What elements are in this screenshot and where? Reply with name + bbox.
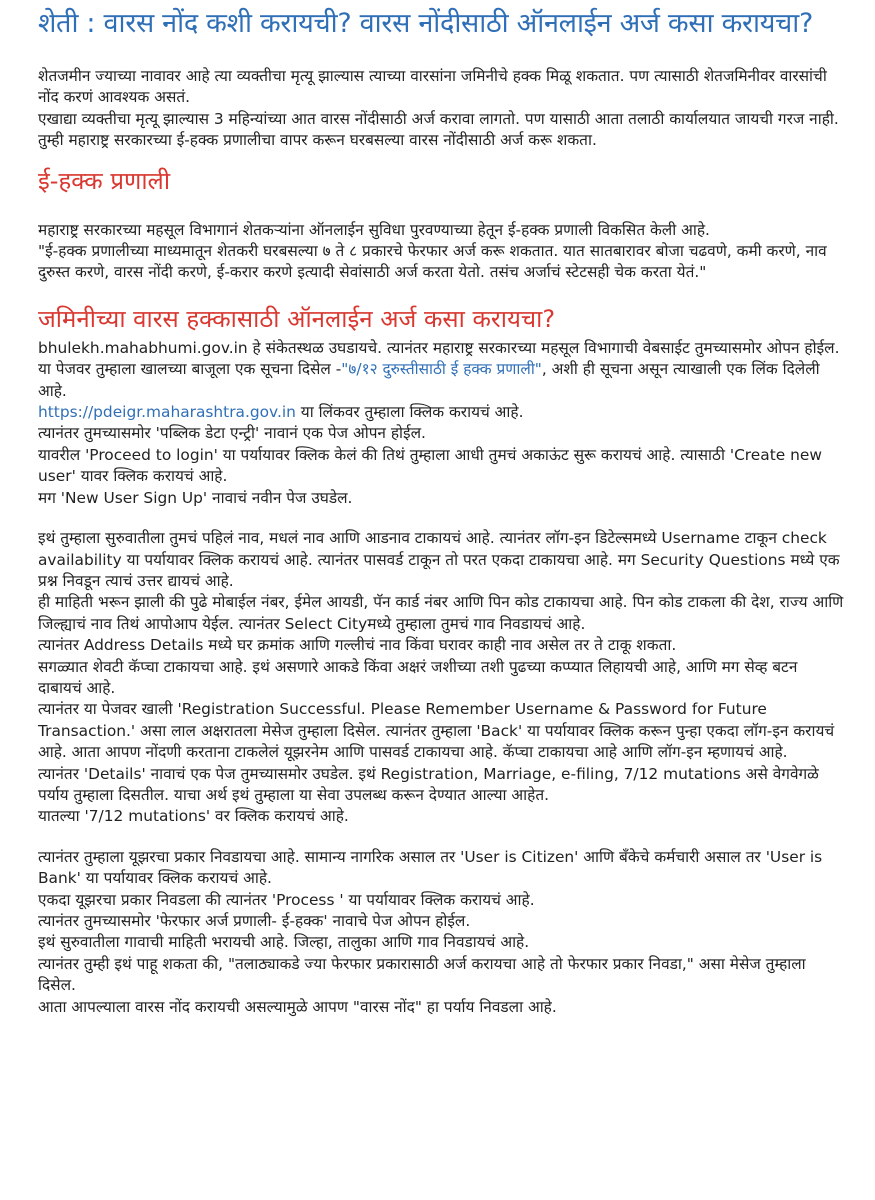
steps-section-1	[38, 338, 845, 509]
section-heading-online-application: जमिनीच्या वारस हक्कासाठी ऑनलाईन अर्ज कसा करायचा?	[38, 304, 556, 333]
step-paragraph: मग 'New User Sign Up' नावाचं नवीन पेज उघडेल.	[38, 488, 353, 507]
steps-section-3	[38, 847, 845, 1018]
step-paragraph: त्यानंतर या पेजवर खाली 'Registration Successful. Please Remember Username & Password for Future Transaction.' असा लाल अक्षरातला मेसेज तुम्हाला दिसेल. त्यानंतर तुम्हाला 'Back' या पर्यायावर क्लिक करून पुन्हा एकदा लॉग-इन करायचं आहे. आता आपण नोंदणी करताना टाकलेलं यूझरनेम आणि पासवर्ड टाकायचा आहे. कॅप्चा टाकायचा आहे आणि लॉग-इन म्हणायचं आहे.	[38, 700, 835, 762]
step-paragraph: इथं तुम्हाला सुरुवातीला तुमचं पहिलं नाव, मधलं नाव आणि आडनाव टाकायचं आहे. त्यानंतर लॉग-इन डिटेल्समध्ये Username टाकून check availability या पर्यायावर क्लिक करायचं आहे. त्यानंतर पासवर्ड टाकून तो परत एकदा टाकायचा आहे. मग Security Questions मध्ये एक प्रश्न निवडून त्याचं उत्तर द्यायचं आहे.	[38, 529, 840, 590]
step-paragraph: सगळ्यात शेवटी कॅप्चा टाकायचा आहे. इथं असणारे आकडे किंवा अक्षरं जशीच्या तशी पुढच्या कप्प्यात लिहायची आहे, आणि मग सेव्ह बटन दाबायचं आहे.	[38, 657, 798, 697]
intro-section	[38, 66, 845, 152]
step-paragraph: आता आपल्याला वारस नोंद करायची असल्यामुळे आपण "वारस नोंद" हा पर्याय निवडला आहे.	[38, 997, 557, 1016]
step-text: , अशी ही सूचना असून त्याखाली एक लिंक दिलेली आहे.	[38, 360, 820, 400]
ehakka-paragraph: महाराष्ट्र सरकारच्या महसूल विभागानं शेतकऱ्यांना ऑनलाईन सुविधा पुरवण्याच्या हेतून ई-हक्क प्रणाली विकसित केली आहे.	[38, 220, 710, 239]
step-paragraph: त्यानंतर तुमच्यासमोर 'फेरफार अर्ज प्रणाली- ई-हक्क' नावाचे पेज ओपन होईल.	[38, 912, 471, 930]
step-paragraph: एकदा यूझरचा प्रकार निवडला की त्यानंतर 'Process ' या पर्यायावर क्लिक करायचं आहे.	[38, 890, 535, 909]
section-heading-ehakka: ई-हक्क प्रणाली	[38, 166, 171, 195]
ehakka-section	[38, 220, 845, 284]
step-paragraph: ही माहिती भरून झाली की पुढे मोबाईल नंबर, ईमेल आयडी, पॅन कार्ड नंबर आणि पिन कोड टाकायचा आहे. पिन कोड टाकला की देश, राज्य आणि जिल्ह्याचं नाव तिथं आपोआप येईल. त्यानंतर Select Cityमध्ये तुम्हाला तुमचं गाव निवडायचं आहे.	[38, 593, 844, 633]
step-paragraph: bhulekh.mahabhumi.gov.in हे संकेतस्थळ उघडायचे. त्यानंतर महाराष्ट्र सरकारच्या महसूल विभागाची वेबसाईट तुमच्यासमोर ओपन होईल.	[38, 338, 840, 357]
step-paragraph: यावरील 'Proceed to login' या पर्यायावर क्लिक केलं की तिथं तुम्हाला आधी तुमचं अकाऊंट सुरू करायचं आहे. त्यासाठी 'Create new user' यावर क्लिक करायचं आहे.	[38, 445, 822, 486]
step-paragraph	[38, 402, 845, 423]
step-text: या पेजवर तुम्हाला खालच्या बाजूला एक सूचना दिसेल -	[38, 360, 342, 379]
intro-paragraph: शेतजमीन ज्याच्या नावावर आहे त्या व्यक्तीचा मृत्यू झाल्यास त्याच्या वारसांना जमिनीचे हक्क मिळू शकतात. पण त्यासाठी शेतजमिनीवर वारसांची नोंद करणं आवश्यक असतं.	[38, 67, 827, 107]
steps-section-2	[38, 528, 845, 828]
ehakka-paragraph: "ई-हक्क प्रणालीच्या माध्यमातून शेतकरी घरबसल्या ७ ते ८ प्रकारचे फेरफार अर्ज करू शकतात. यात सातबारावर बोजा चढवणे, कमी करणे, नाव दुरुस्त करणे, वारस नोंदी करणे, ई-करार करणे इत्यादी सेवांसाठी अर्ज करता येतो. तसंच अर्जाचं स्टेटसही चेक करता येतं."	[38, 242, 827, 282]
step-paragraph: त्यानंतर तुमच्यासमोर 'पब्लिक डेटा एन्ट्री' नावानं एक पेज ओपन होईल.	[38, 424, 426, 443]
article-title: शेती : वारस नोंद कशी करायची? वारस नोंदीसाठी ऑनलाईन अर्ज कसा करायचा?	[38, 8, 813, 39]
step-paragraph: त्यानंतर 'Details' नावाचं एक पेज तुमच्यासमोर उघडेल. इथं Registration, Marriage, e-filing, 7/12 mutations असे वेगवेगळे पर्याय तुम्हाला दिसतील. याचा अर्थ इथं तुम्हाला या सेवा उपलब्ध करून देण्यात आल्या आहेत.	[38, 764, 819, 804]
step-paragraph: इथं सुरुवातीला गावाची माहिती भरायची आहे. जिल्हा, तालुका आणि गाव निवडायचं आहे.	[38, 933, 530, 952]
intro-paragraph: एखाद्या व्यक्तीचा मृत्यू झाल्यास 3 महिन्यांच्या आत वारस नोंदीसाठी अर्ज करावा लागतो. पण यासाठी आता तलाठी कार्यालयात जायची गरज नाही.	[38, 109, 839, 128]
step-paragraph: त्यानंतर Address Details मध्ये घर क्रमांक आणि गल्लीचं नाव किंवा घरावर काही नाव असेल तर ते टाकू शकता.	[38, 636, 677, 655]
step-paragraph: यातल्या '7/12 mutations' वर क्लिक करायचं आहे.	[38, 807, 349, 826]
step-paragraph: त्यानंतर तुम्हाला यूझरचा प्रकार निवडायचा आहे. सामान्य नागरिक असाल तर 'User is Citizen' आणि बँकेचे कर्मचारी असाल तर 'User is Bank' या पर्यायावर क्लिक करायचं आहे.	[38, 847, 823, 888]
pdeigr-link[interactable]: https://pdeigr.maharashtra.gov.in	[38, 403, 296, 422]
step-paragraph	[38, 359, 845, 402]
intro-paragraph: तुम्ही महाराष्ट्र सरकारच्या ई-हक्क प्रणालीचा वापर करून घरबसल्या वारस नोंदीसाठी अर्ज करू शकता.	[38, 131, 597, 150]
step-paragraph: त्यानंतर तुम्ही इथं पाहू शकता की, "तलाठ्याकडे ज्या फेरफार प्रकारासाठी अर्ज करायचा आहे तो फेरफार प्रकार निवडा," असा मेसेज तुम्हाला दिसेल.	[38, 954, 806, 995]
notice-quote: "७/१२ दुरुस्तीसाठी ई हक्क प्रणाली"	[341, 360, 542, 379]
step-text: या लिंकवर तुम्हाला क्लिक करायचं आहे.	[295, 403, 524, 422]
